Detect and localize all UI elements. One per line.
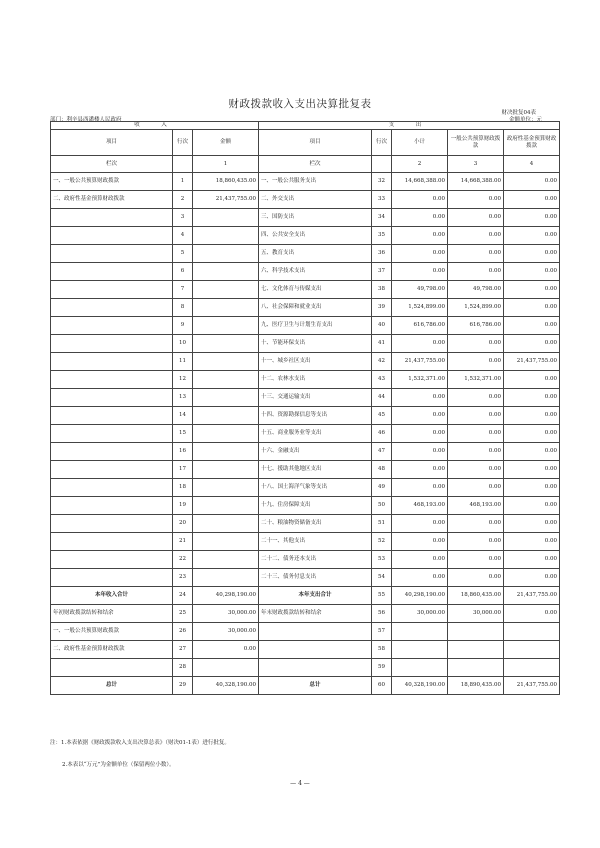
cell-in-amt (193, 461, 259, 479)
cell-gen: 616,786.00 (448, 317, 504, 335)
cell-in-no: 29 (173, 677, 193, 695)
cell-ex-item (259, 641, 372, 659)
cell-fund: 0.00 (504, 209, 560, 227)
cell-ex-item: 年末财政拨款结转和结余 (259, 605, 372, 623)
cell-in-no: 23 (173, 569, 193, 587)
cell-ex-no: 53 (372, 551, 392, 569)
cell-in-amt (193, 533, 259, 551)
table-row (51, 425, 560, 443)
cell-gen: 0.00 (448, 191, 504, 209)
cell-gen: 0.00 (448, 227, 504, 245)
cell-ex-item: 二十二、债务还本支出 (259, 551, 372, 569)
section-expense: 支 出 (259, 122, 560, 130)
cell-in-amt (193, 263, 259, 281)
table-row (51, 335, 560, 353)
cell-in-no: 22 (173, 551, 193, 569)
cell-fund: 0.00 (504, 245, 560, 263)
cell-in-amt: 21,437,755.00 (193, 191, 259, 209)
cell-in-no: 27 (173, 641, 193, 659)
table-row (51, 371, 560, 389)
cell-fund: 0.00 (504, 281, 560, 299)
cell-ex-no: 47 (372, 443, 392, 461)
cell-in-amt (193, 227, 259, 245)
table-row (51, 479, 560, 497)
cell-fund: 0.00 (504, 299, 560, 317)
cell-gen: 0.00 (448, 245, 504, 263)
cell-fund: 0.00 (504, 191, 560, 209)
cell-in-item (51, 371, 173, 389)
cell-in-no: 3 (173, 209, 193, 227)
cell-gen: 18,890,435.00 (448, 677, 504, 695)
cell-ex-no: 48 (372, 461, 392, 479)
cell-sub (392, 623, 448, 641)
cell-in-item (51, 479, 173, 497)
cell-fund: 0.00 (504, 533, 560, 551)
cell-in-amt: 40,328,190.00 (193, 677, 259, 695)
cell-gen: 0.00 (448, 569, 504, 587)
table-row (51, 533, 560, 551)
table-row (51, 641, 560, 659)
cell-in-item (51, 317, 173, 335)
cell-ex-item: 十二、农林水支出 (259, 371, 372, 389)
cell-in-no: 12 (173, 371, 193, 389)
cell-in-amt (193, 407, 259, 425)
cell-in-no: 4 (173, 227, 193, 245)
cell-ex-item: 十七、援助其他地区支出 (259, 461, 372, 479)
table-row (51, 245, 560, 263)
cell-sub: 49,798.00 (392, 281, 448, 299)
cell-fund (504, 659, 560, 677)
cell-ex-no: 37 (372, 263, 392, 281)
cell-sub: 0.00 (392, 443, 448, 461)
cell-ex-item: 十、节能环保支出 (259, 335, 372, 353)
cell-in-no: 15 (173, 425, 193, 443)
cell-in-item (51, 407, 173, 425)
section-header-row (51, 122, 560, 130)
table-row (51, 263, 560, 281)
cell-in-item (51, 533, 173, 551)
cell-fund: 0.00 (504, 335, 560, 353)
cell-in-item: 本年收入合计 (51, 587, 173, 605)
cell-ex-item: 三、国防支出 (259, 209, 372, 227)
cell-sub: 616,786.00 (392, 317, 448, 335)
cell-in-item: 一、一般公共预算财政拨款 (51, 173, 173, 191)
cell-in-item (51, 569, 173, 587)
cell-ex-no: 56 (372, 605, 392, 623)
total-row (51, 587, 560, 605)
cell-in-amt: 0.00 (193, 641, 259, 659)
cell-fund: 0.00 (504, 389, 560, 407)
cell-gen: 18,860,435.00 (448, 587, 504, 605)
cell-gen: 0.00 (448, 443, 504, 461)
table-row (51, 317, 560, 335)
cell-ex-no: 46 (372, 425, 392, 443)
col-label: 栏次 (51, 156, 173, 173)
header-amount: 金额 (193, 130, 259, 156)
cell-fund: 0.00 (504, 497, 560, 515)
section-income: 收 入 (51, 122, 259, 130)
col-index-4: 4 (504, 156, 560, 173)
cell-in-item (51, 551, 173, 569)
cell-gen: 0.00 (448, 479, 504, 497)
cell-ex-item: 十九、住房保障支出 (259, 497, 372, 515)
cell-gen: 0.00 (448, 407, 504, 425)
column-header-row (51, 130, 560, 156)
department-label: 部门：利辛县西潘楼人民政府 (50, 117, 122, 123)
cell-ex-item: 本年支出合计 (259, 587, 372, 605)
cell-fund: 0.00 (504, 443, 560, 461)
cell-in-item: 二、政府性基金预算财政拨款 (51, 641, 173, 659)
cell-ex-item (259, 623, 372, 641)
cell-fund: 0.00 (504, 371, 560, 389)
cell-in-amt (193, 479, 259, 497)
cell-in-no: 21 (173, 533, 193, 551)
unit-label: 金额单位：元 (508, 117, 542, 123)
cell-sub: 0.00 (392, 425, 448, 443)
table-row (51, 173, 560, 191)
header-row-no: 行次 (173, 130, 193, 156)
cell-fund (504, 623, 560, 641)
table-row (51, 389, 560, 407)
cell-in-item: 一、一般公共预算财政拨款 (51, 623, 173, 641)
cell-fund: 21,437,755.00 (504, 587, 560, 605)
column-index-row (51, 156, 560, 173)
cell-ex-item: 十六、金融支出 (259, 443, 372, 461)
cell-ex-no: 54 (372, 569, 392, 587)
cell-in-item (51, 245, 173, 263)
cell-in-amt (193, 281, 259, 299)
table-row (51, 551, 560, 569)
cell-in-no: 8 (173, 299, 193, 317)
cell-in-item (51, 263, 173, 281)
cell-in-no: 10 (173, 335, 193, 353)
cell-sub: 0.00 (392, 245, 448, 263)
cell-in-no: 28 (173, 659, 193, 677)
cell-in-no: 26 (173, 623, 193, 641)
cell-gen: 0.00 (448, 533, 504, 551)
cell-in-no: 1 (173, 173, 193, 191)
cell-sub: 0.00 (392, 461, 448, 479)
table-row (51, 497, 560, 515)
cell-in-amt (193, 335, 259, 353)
cell-fund: 0.00 (504, 317, 560, 335)
cell-in-item (51, 461, 173, 479)
table-row (51, 659, 560, 677)
cell-in-no: 2 (173, 191, 193, 209)
cell-in-amt (193, 515, 259, 533)
cell-sub: 40,298,190.00 (392, 587, 448, 605)
cell-in-no: 16 (173, 443, 193, 461)
cell-in-amt (193, 551, 259, 569)
cell-in-item (51, 515, 173, 533)
table-row (51, 515, 560, 533)
col-index-1: 1 (193, 156, 259, 173)
cell-in-amt (193, 425, 259, 443)
cell-ex-item: 九、医疗卫生与计划生育支出 (259, 317, 372, 335)
cell-gen: 49,798.00 (448, 281, 504, 299)
cell-fund: 0.00 (504, 461, 560, 479)
cell-ex-item: 二十、粮油物资储备支出 (259, 515, 372, 533)
cell-fund: 0.00 (504, 551, 560, 569)
cell-ex-no: 60 (372, 677, 392, 695)
cell-ex-no: 44 (372, 389, 392, 407)
cell-in-item (51, 425, 173, 443)
cell-in-amt (193, 569, 259, 587)
cell-ex-item: 八、社会保障和就业支出 (259, 299, 372, 317)
cell-ex-no: 35 (372, 227, 392, 245)
cell-fund: 0.00 (504, 515, 560, 533)
cell-ex-no: 55 (372, 587, 392, 605)
cell-sub (392, 659, 448, 677)
cell-in-item (51, 299, 173, 317)
budget-table (50, 121, 560, 695)
cell-ex-no: 40 (372, 317, 392, 335)
cell-sub: 40,328,190.00 (392, 677, 448, 695)
table-row (51, 353, 560, 371)
grand-total-row (51, 677, 560, 695)
cell-in-no: 13 (173, 389, 193, 407)
cell-fund: 0.00 (504, 173, 560, 191)
cell-ex-no: 32 (372, 173, 392, 191)
cell-in-item: 总计 (51, 677, 173, 695)
cell-ex-item: 二十一、其他支出 (259, 533, 372, 551)
cell-ex-item: 五、教育支出 (259, 245, 372, 263)
cell-in-item: 年初财政拨款结转和结余 (51, 605, 173, 623)
cell-gen: 0.00 (448, 461, 504, 479)
table-row (51, 605, 560, 623)
cell-in-no: 19 (173, 497, 193, 515)
cell-gen: 14,668,388.00 (448, 173, 504, 191)
cell-sub: 0.00 (392, 263, 448, 281)
cell-in-item: 二、政府性基金预算财政拨款 (51, 191, 173, 209)
cell-sub: 0.00 (392, 569, 448, 587)
cell-gen (448, 659, 504, 677)
table-row (51, 209, 560, 227)
cell-in-item (51, 335, 173, 353)
cell-ex-item: 十四、资源勘探信息等支出 (259, 407, 372, 425)
cell-fund: 0.00 (504, 479, 560, 497)
cell-ex-no: 57 (372, 623, 392, 641)
cell-gen: 0.00 (448, 353, 504, 371)
cell-fund: 0.00 (504, 605, 560, 623)
cell-sub: 0.00 (392, 335, 448, 353)
table-row (51, 281, 560, 299)
cell-gen (448, 623, 504, 641)
cell-ex-item: 二、外交支出 (259, 191, 372, 209)
cell-in-amt: 18,860,435.00 (193, 173, 259, 191)
cell-ex-no: 51 (372, 515, 392, 533)
header-exp-row-no: 行次 (372, 130, 392, 156)
page-title: 财政拨款收入支出决算批复表 (228, 98, 372, 110)
cell-sub: 21,437,755.00 (392, 353, 448, 371)
header-fund-budget: 政府性基金预算财政拨款 (504, 130, 560, 156)
col-empty-1 (173, 156, 193, 173)
col-index-3: 3 (448, 156, 504, 173)
cell-in-item (51, 227, 173, 245)
cell-ex-no: 58 (372, 641, 392, 659)
cell-fund: 0.00 (504, 263, 560, 281)
cell-in-no: 11 (173, 353, 193, 371)
cell-in-amt (193, 245, 259, 263)
cell-in-amt: 30,000.00 (193, 623, 259, 641)
cell-ex-no: 42 (372, 353, 392, 371)
table-row (51, 569, 560, 587)
cell-fund: 0.00 (504, 569, 560, 587)
table-row (51, 191, 560, 209)
cell-in-no: 25 (173, 605, 193, 623)
cell-ex-item (259, 659, 372, 677)
cell-in-amt (193, 209, 259, 227)
table-row (51, 407, 560, 425)
cell-in-no: 9 (173, 317, 193, 335)
cell-ex-no: 33 (372, 191, 392, 209)
cell-ex-item: 四、公共安全支出 (259, 227, 372, 245)
cell-in-item (51, 497, 173, 515)
cell-sub: 0.00 (392, 479, 448, 497)
cell-ex-item: 十三、交通运输支出 (259, 389, 372, 407)
cell-gen: 0.00 (448, 209, 504, 227)
cell-in-amt: 30,000.00 (193, 605, 259, 623)
cell-sub: 0.00 (392, 407, 448, 425)
note-1: 注：1.本表依据《财政拨款收入支出决算总表》（财决01-1表）进行批复。 (50, 740, 230, 746)
cell-in-item (51, 209, 173, 227)
cell-ex-no: 34 (372, 209, 392, 227)
cell-ex-item: 二十三、债务付息支出 (259, 569, 372, 587)
cell-ex-item: 总计 (259, 677, 372, 695)
cell-gen: 0.00 (448, 515, 504, 533)
cell-fund: 21,437,755.00 (504, 677, 560, 695)
cell-fund: 21,437,755.00 (504, 353, 560, 371)
cell-in-no: 18 (173, 479, 193, 497)
cell-in-item (51, 389, 173, 407)
cell-ex-no: 36 (372, 245, 392, 263)
cell-sub: 1,532,371.00 (392, 371, 448, 389)
header-subtotal: 小计 (392, 130, 448, 156)
cell-ex-no: 39 (372, 299, 392, 317)
cell-fund: 0.00 (504, 227, 560, 245)
table-row (51, 299, 560, 317)
cell-ex-item: 七、文化体育与传媒支出 (259, 281, 372, 299)
cell-gen: 0.00 (448, 551, 504, 569)
cell-gen (448, 641, 504, 659)
cell-in-item (51, 659, 173, 677)
cell-ex-no: 41 (372, 335, 392, 353)
cell-ex-no: 50 (372, 497, 392, 515)
cell-sub: 14,668,388.00 (392, 173, 448, 191)
cell-sub: 0.00 (392, 227, 448, 245)
cell-sub (392, 641, 448, 659)
cell-in-amt (193, 389, 259, 407)
table-row (51, 227, 560, 245)
cell-sub: 30,000.00 (392, 605, 448, 623)
cell-ex-item: 十一、城乡社区支出 (259, 353, 372, 371)
cell-ex-no: 52 (372, 533, 392, 551)
col-empty-2 (372, 156, 392, 173)
cell-ex-item: 六、科学技术支出 (259, 263, 372, 281)
cell-in-amt (193, 497, 259, 515)
note-2: 2.本表以“万元”为金额单位（保留两位小数）。 (62, 762, 175, 768)
cell-sub: 0.00 (392, 533, 448, 551)
cell-sub: 468,193.00 (392, 497, 448, 515)
cell-in-no: 14 (173, 407, 193, 425)
page-number: — 4 — (290, 780, 310, 787)
cell-gen: 0.00 (448, 335, 504, 353)
cell-ex-no: 43 (372, 371, 392, 389)
cell-in-amt (193, 299, 259, 317)
cell-gen: 0.00 (448, 263, 504, 281)
header-item: 项目 (51, 130, 173, 156)
cell-gen: 0.00 (448, 389, 504, 407)
cell-sub: 0.00 (392, 209, 448, 227)
col-index-2: 2 (392, 156, 448, 173)
cell-in-no: 7 (173, 281, 193, 299)
cell-gen: 30,000.00 (448, 605, 504, 623)
cell-in-amt (193, 443, 259, 461)
cell-fund: 0.00 (504, 407, 560, 425)
cell-fund (504, 641, 560, 659)
cell-in-no: 24 (173, 587, 193, 605)
cell-in-item (51, 281, 173, 299)
table-row (51, 443, 560, 461)
header-exp-item: 项目 (259, 130, 372, 156)
cell-in-no: 20 (173, 515, 193, 533)
cell-gen: 1,524,899.00 (448, 299, 504, 317)
cell-sub: 0.00 (392, 551, 448, 569)
cell-in-amt (193, 353, 259, 371)
cell-gen: 468,193.00 (448, 497, 504, 515)
cell-gen: 1,532,371.00 (448, 371, 504, 389)
cell-ex-item: 十八、国土海洋气象等支出 (259, 479, 372, 497)
cell-sub: 0.00 (392, 191, 448, 209)
cell-in-amt (193, 317, 259, 335)
cell-in-no: 17 (173, 461, 193, 479)
cell-sub: 1,524,899.00 (392, 299, 448, 317)
cell-in-no: 6 (173, 263, 193, 281)
cell-ex-no: 45 (372, 407, 392, 425)
cell-gen: 0.00 (448, 425, 504, 443)
cell-in-item (51, 353, 173, 371)
cell-in-amt: 40,298,190.00 (193, 587, 259, 605)
cell-in-amt (193, 659, 259, 677)
header-general-budget: 一般公共预算财政拨款 (448, 130, 504, 156)
cell-in-item (51, 443, 173, 461)
table-row (51, 461, 560, 479)
cell-sub: 0.00 (392, 515, 448, 533)
form-code: 财决批复04表 (501, 110, 536, 116)
table-row (51, 623, 560, 641)
cell-in-no: 5 (173, 245, 193, 263)
cell-in-amt (193, 371, 259, 389)
cell-ex-no: 38 (372, 281, 392, 299)
cell-fund: 0.00 (504, 425, 560, 443)
cell-ex-no: 49 (372, 479, 392, 497)
cell-ex-no: 59 (372, 659, 392, 677)
cell-sub: 0.00 (392, 389, 448, 407)
cell-ex-item: 十五、商业服务业等支出 (259, 425, 372, 443)
cell-ex-item: 一、一般公共服务支出 (259, 173, 372, 191)
col-exp-label: 栏次 (259, 156, 372, 173)
